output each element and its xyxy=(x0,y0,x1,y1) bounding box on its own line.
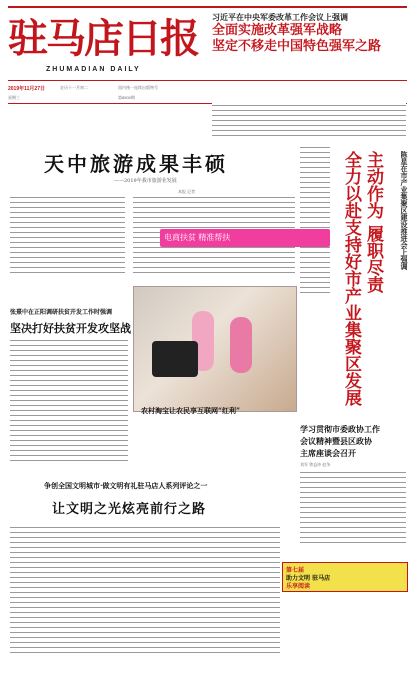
lead-title-line1: 全面实施改革强军战略 xyxy=(212,23,343,38)
lead-body xyxy=(212,103,406,138)
lead-title-line2: 坚定不移走中国特色强军之路 xyxy=(212,39,382,54)
second-kicker: 张熹中在正阳调研扶贫开发工作时强调 xyxy=(10,309,113,316)
third-title-2[interactable]: 会议精神暨县区政协 xyxy=(300,436,372,446)
feature-subtitle: ——2019年我市旅游业发展 xyxy=(114,178,177,184)
second-title[interactable]: 坚决打好扶贫开发攻坚战 xyxy=(10,322,131,335)
lead-kicker: 习近平在中央军委改革工作会议上强调 xyxy=(212,12,348,22)
issue-weekday: 星期三 xyxy=(8,95,20,100)
lead-story[interactable] xyxy=(212,12,407,55)
third-body xyxy=(300,470,406,545)
photo-caption: 农村淘宝让农民享互联网“红利” xyxy=(141,406,241,415)
issue-bar xyxy=(8,80,407,104)
issue-lunar: 农历十一月初二 xyxy=(60,85,88,90)
bottom-kicker: 争创全国文明城市·做文明有礼驻马店人系列评论之一 xyxy=(44,481,208,490)
photo-banner: 电商扶贫 精准帮扶 xyxy=(160,229,330,247)
bottom-body xyxy=(10,525,280,655)
monitor-shape xyxy=(152,341,198,377)
masthead-rule xyxy=(8,6,407,8)
feature-byline: 本报 记者 xyxy=(178,189,196,194)
right-headline-1[interactable]: 主动作为 履职尽责 xyxy=(363,151,383,293)
ad-line-2: 助力文明 驻马店 xyxy=(286,575,331,582)
news-photo xyxy=(133,286,297,412)
ad-line-3: 乐享阅读 xyxy=(286,583,311,590)
third-title-3[interactable]: 主席座谈会召开 xyxy=(300,448,356,458)
issue-date: 2019年11月27日 xyxy=(8,86,45,92)
third-byline: 刘军 曾益冲 赵争 xyxy=(300,462,331,467)
person-shape xyxy=(230,317,252,373)
feature-title[interactable]: 天中旅游成果丰硕 xyxy=(44,152,228,176)
masthead-english: ZHUMADIAN DAILY xyxy=(46,66,141,73)
right-body xyxy=(300,145,330,295)
advertisement[interactable] xyxy=(282,562,408,592)
right-kicker: 陈星在市产业集聚区建设推进会上强调 xyxy=(400,151,409,270)
second-body xyxy=(10,338,128,463)
right-headline-2[interactable]: 全力以赴支持好市产业集聚区发展 xyxy=(341,151,361,406)
ad-line-1: 第七届 xyxy=(286,567,305,574)
feature-body-left xyxy=(10,195,125,273)
bottom-title[interactable]: 让文明之光炫亮前行之路 xyxy=(52,502,207,517)
masthead-logo: 驻马店日报 xyxy=(8,15,198,62)
third-title-1[interactable]: 学习贯彻市委政协工作 xyxy=(300,424,380,434)
issue-code: 国内统一连续出版物号 xyxy=(118,85,158,90)
issue-number: 第8500期 xyxy=(118,95,135,100)
